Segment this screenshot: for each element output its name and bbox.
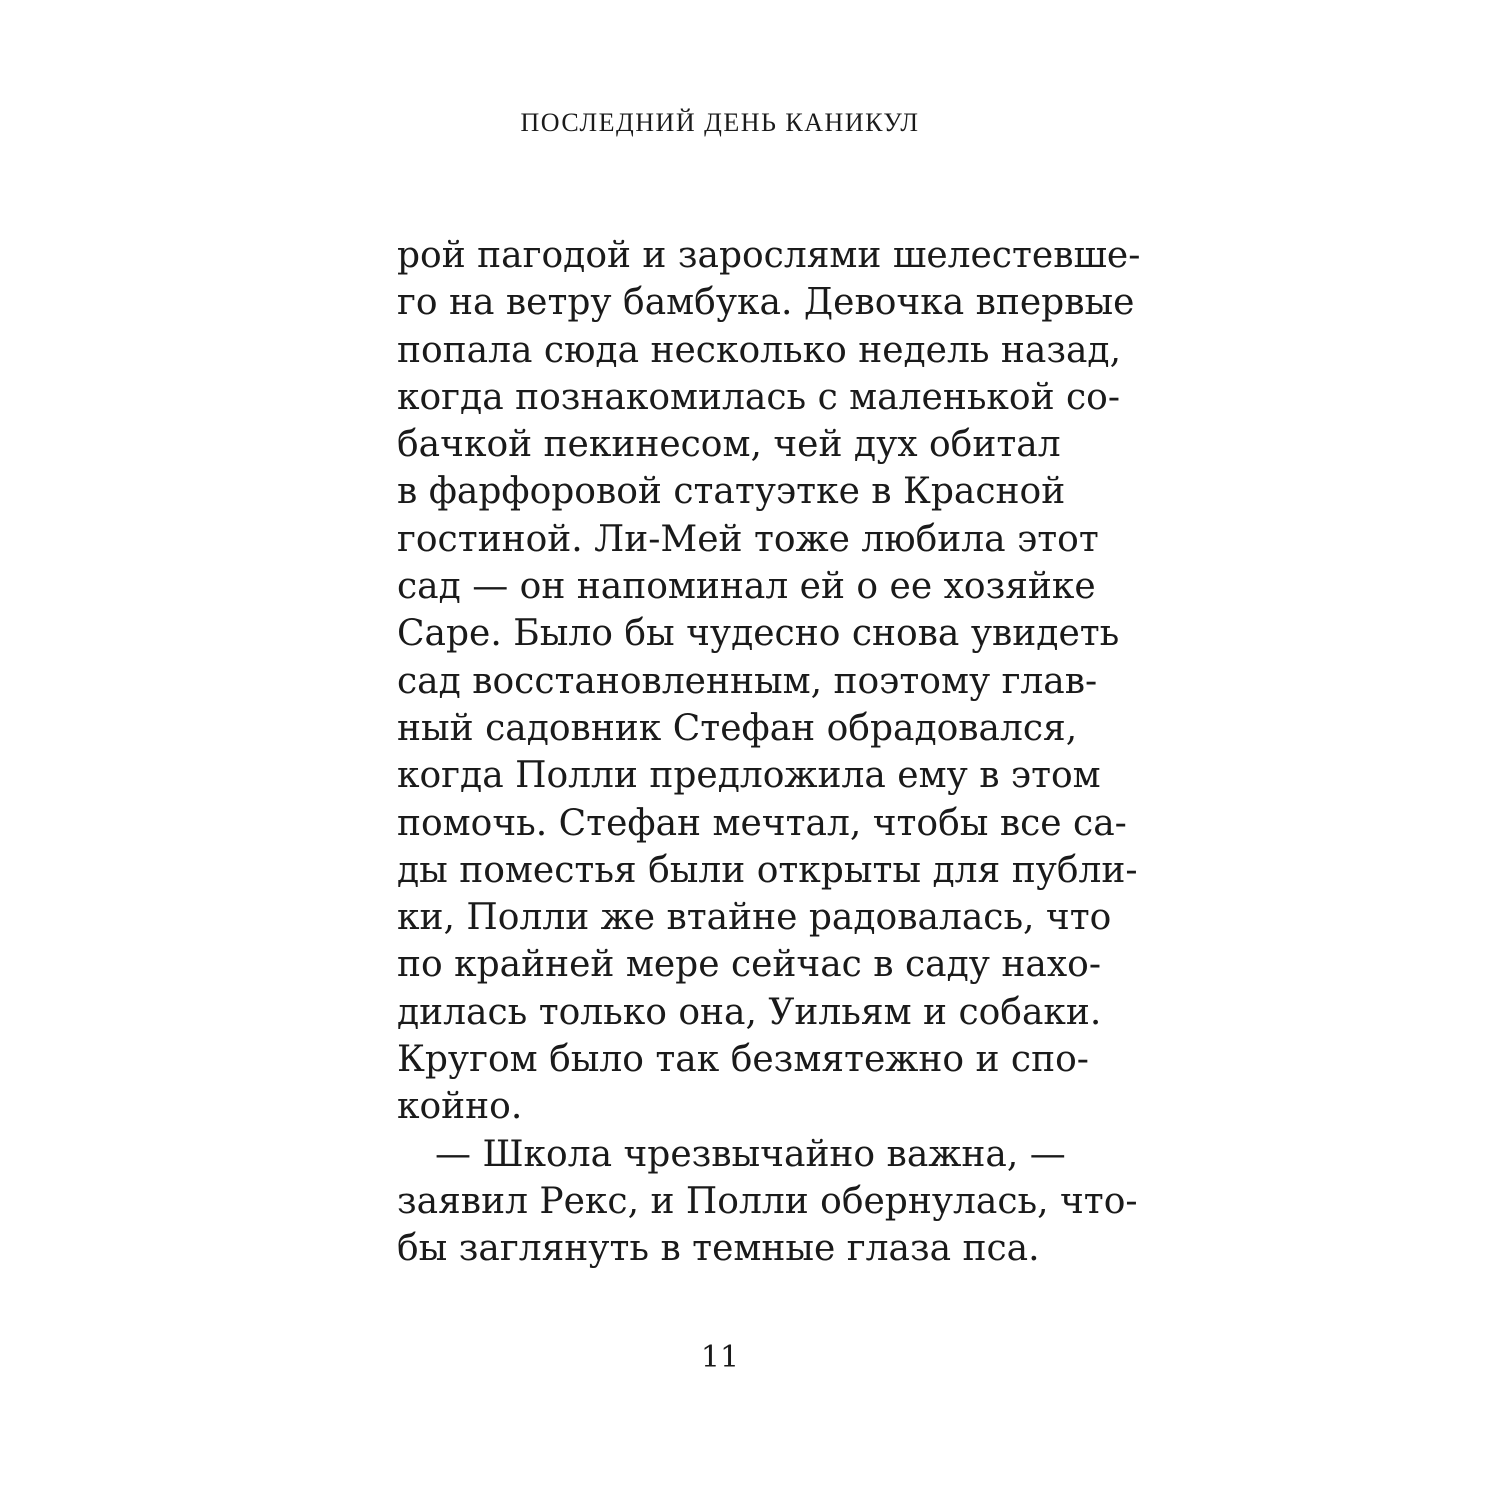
text-line: заявил Рекс, и Полли обернулась, что- [397,1180,1138,1222]
text-line: по крайней мере сейчас в саду нахо- [397,944,1102,986]
text-line: когда Полли предложила ему в этом [397,755,1101,797]
text-line: Кругом было так безмятежно и спо- [397,1039,1089,1081]
text-line: бачкой пекинесом, чей дух обитал [397,424,1061,466]
text-line: когда познакомилась с маленькой со- [397,376,1121,418]
text-line: бы заглянуть в темные глаза пса. [397,1228,1040,1270]
text-line: гостиной. Ли-Мей тоже любила этот [397,518,1099,560]
running-head: ПОСЛЕДНИЙ ДЕНЬ КАНИКУЛ [520,108,920,137]
text-line: Саре. Было бы чудесно снова увидеть [397,613,1120,655]
text-line: помочь. Стефан мечтал, чтобы все са- [397,802,1127,844]
body-text [397,232,1141,1273]
text-line: сад — он напоминал ей о ее хозяйке [397,566,1096,608]
text-line: койно. [397,1086,523,1128]
text-line: ки, Полли же втайне радовалась, что [397,897,1112,939]
page-number: 11 [700,1340,740,1375]
text-line: ды поместья были открыты для публи- [397,849,1138,891]
text-line: го на ветру бамбука. Девочка впервые [397,282,1135,324]
text-line: дилась только она, Уильям и собаки. [397,991,1102,1033]
text-line: сад восстановленным, поэтому глав- [397,660,1098,702]
text-line: попала сюда несколько недель назад, [397,329,1122,371]
text-line: ный садовник Стефан обрадовался, [397,707,1078,749]
text-line: — Школа чрезвычайно важна, — [435,1133,1066,1175]
text-line: рой пагодой и зарослями шелестевше- [397,235,1141,276]
text-line: в фарфоровой статуэтке в Красной [397,471,1066,513]
